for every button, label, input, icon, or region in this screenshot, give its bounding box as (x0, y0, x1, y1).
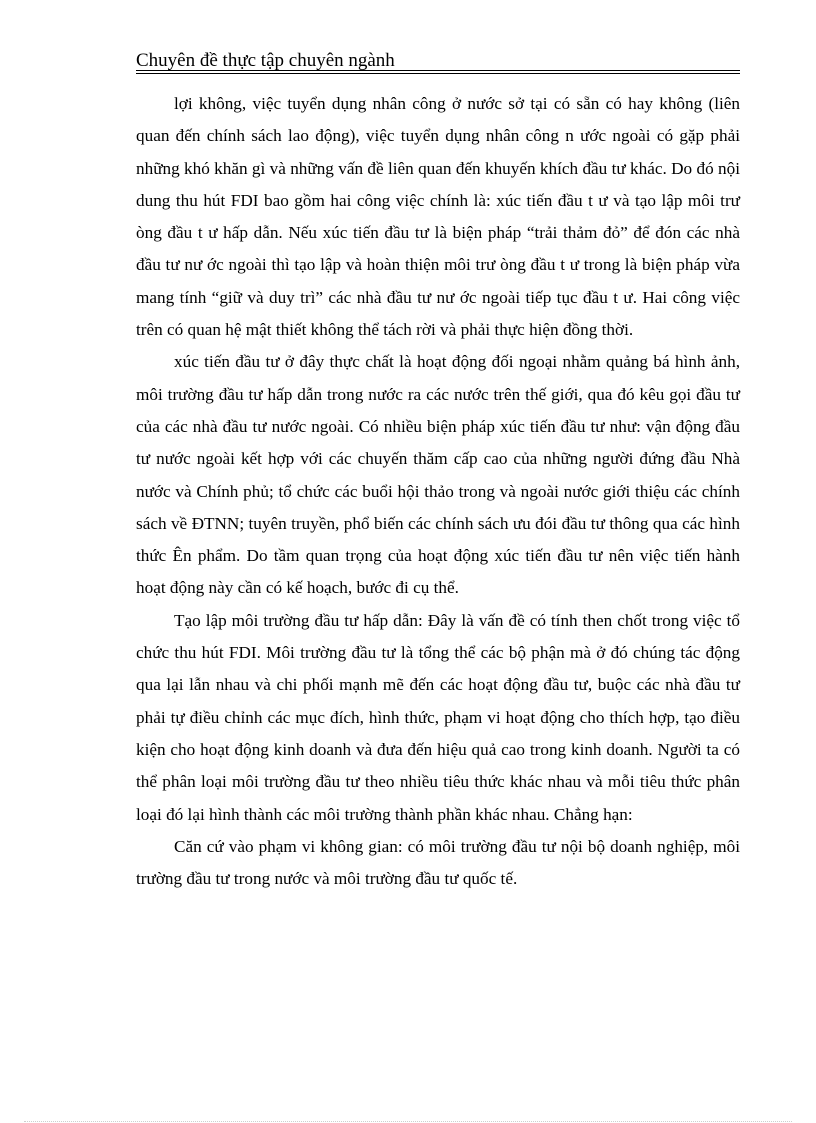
body-text (136, 88, 740, 895)
running-header-title: Chuyên đề thực tập chuyên ngành (136, 50, 395, 71)
header-rule-bottom (136, 73, 740, 74)
header-rule-top (136, 70, 740, 71)
page-bottom-divider (24, 1121, 792, 1122)
paragraph-4: Căn cứ vào phạm vi không gian: có môi trường đầu tư nội bộ doanh nghiệp, môi trường đầu tư trong nước và môi trường đầu tư quốc tế. (136, 836, 740, 889)
paragraph-3: Tạo lập môi trường đầu tư hấp dẫn: Đây là vấn đề có tính then chốt trong việc tổ chức thu hút FDI. Môi trường đầu tư là tổng thể các bộ phận mà ở đó chúng tác động qua lại lẫn nhau và chi phối mạnh mẽ đến các hoạt động đầu tư, buộc các nhà đầu tư phải tự điều chỉnh các mục đích, hình thức, phạm vi hoạt động cho thích hợp, tạo điều kiện cho hoạt động kinh doanh và đưa đến hiệu quả cao trong kinh doanh. Người ta có thể phân loại môi trường đầu tư theo nhiều tiêu thức khác nhau và mỗi tiêu thức phân loại đó lại hình thành các môi trường thành phần khác nhau. Chẳng hạn: (136, 610, 740, 824)
paragraph-1: lợi không, việc tuyển dụng nhân công ở nước sở tại có sẵn có hay không (liên quan đến chính sách lao động), việc tuyển dụng nhân công n ước ngoài có gặp phải những khó khăn gì và những vấn đề liên quan đến khuyến khích đầu tư khác. Do đó nội dung thu hút FDI bao gồm hai công việc chính là: xúc tiến đầu t ư và tạo lập môi trư òng đầu t ư hấp dẫn. Nếu xúc tiến đầu tư là biện pháp “trải thảm đỏ” để đón các nhà đầu tư nư ớc ngoài thì tạo lập và hoàn thiện môi trư òng đầu t ư trong là biện pháp vừa mang tính “giữ và duy trì” các nhà đầu tư nư ớc ngoài tiếp tục đầu t ư. Hai công việc trên có quan hệ mật thiết không thể tách rời và phải thực hiện đồng thời. (136, 94, 740, 340)
paragraph-2: xúc tiến đầu tư ở đây thực chất là hoạt động đối ngoại nhằm quảng bá hình ảnh, môi trường đầu tư hấp dẫn trong nước ra các nước trên thế giới, qua đó kêu gọi đầu tư của các nhà đầu tư nước ngoài. Có nhiều biện pháp xúc tiến đầu tư như: vận động đầu tư nước ngoài kết hợp với các chuyến thăm cấp cao của những người đứng đầu Nhà nước và Chính phủ; tổ chức các buổi hội thảo trong và ngoài nước giới thiệu các chính sách về ĐTNN; tuyên truyền, phổ biến các chính sách ưu đói đầu tư thông qua các hình thức Ên phẩm. Do tầm quan trọng của hoạt động xúc tiến đầu tư nên việc tiến hành hoạt động này cần có kế hoạch, bước đi cụ thể. (136, 352, 740, 598)
